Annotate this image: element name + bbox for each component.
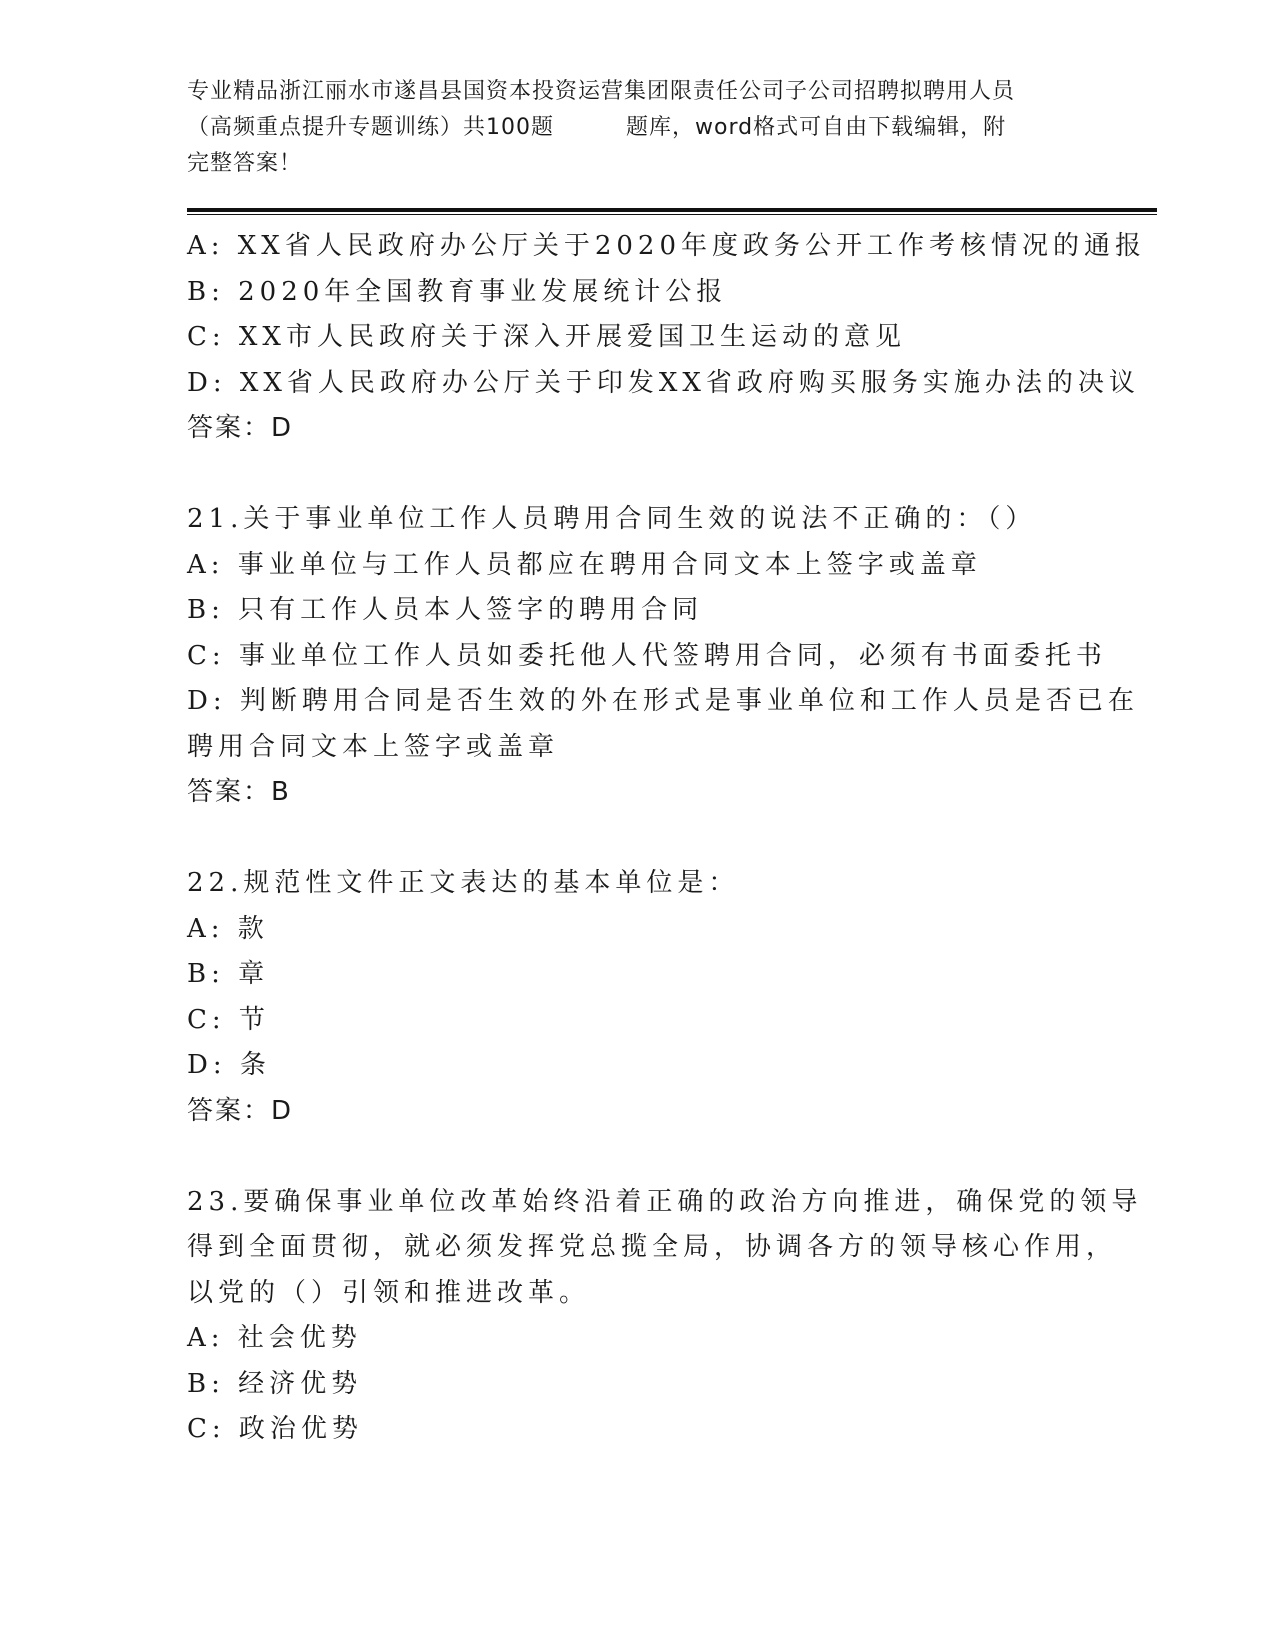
question-20 — [187, 224, 1146, 452]
option-a: A: 社会优势 — [187, 1323, 362, 1353]
question-stem: 21.关于事业单位工作人员聘用合同生效的说法不正确的：（） — [187, 504, 1037, 534]
header-divider-thick — [187, 208, 1157, 212]
question-stem-line-2: 得到全面贯彻，就必须发挥党总揽全局，协调各方的领导核心作用， — [187, 1232, 1118, 1262]
option-d: D: XX省人民政府办公厅关于印发XX省政府购买服务实施办法的决议 — [187, 367, 1140, 398]
answer-line: 答案：D — [187, 413, 294, 443]
question-stem-line-1: 23.要确保事业单位改革始终沿着正确的政治方向推进，确保党的领导 — [187, 1186, 1143, 1217]
option-a: A: 款 — [187, 913, 269, 944]
option-a: A: XX省人民政府办公厅关于2020年度政务公开工作考核情况的通报 — [187, 231, 1146, 261]
option-c: C: 政治优势 — [187, 1414, 363, 1444]
question-stem-line-3: 以党的（）引领和推进改革。 — [187, 1277, 591, 1308]
question-23 — [187, 1180, 1143, 1453]
answer-line: 答案：B — [187, 777, 291, 807]
header-line-1: 专业精品浙江丽水市遂昌县国资本投资运营集团限责任公司子公司招聘拟聘用人员 — [187, 79, 1016, 104]
option-b: B: 章 — [187, 959, 270, 989]
option-d: D: 条 — [187, 1050, 271, 1080]
option-b: B: 2020年全国教育事业发展统计公报 — [187, 276, 728, 307]
header-line-3: 完整答案！ — [187, 151, 303, 176]
header-divider-thin — [187, 214, 1157, 215]
option-a: A: 事业单位与工作人员都应在聘用合同文本上签字或盖章 — [187, 549, 982, 580]
answer-line: 答案：D — [187, 1095, 294, 1126]
option-d-continuation: 聘用合同文本上签字或盖章 — [187, 731, 560, 762]
question-21 — [187, 497, 1139, 816]
header-line-2 — [187, 110, 1087, 146]
option-b: B: 经济优势 — [187, 1368, 363, 1399]
question-list — [187, 224, 1146, 1453]
question-22 — [187, 861, 1087, 1134]
option-c: C: 节 — [187, 1004, 270, 1035]
question-stem: 22.规范性文件正文表达的基本单位是： — [187, 868, 740, 898]
option-d: D: 判断聘用合同是否生效的外在形式是事业单位和工作人员是否已在 — [187, 686, 1139, 716]
document-header — [187, 74, 1087, 182]
option-b: B: 只有工作人员本人签字的聘用合同 — [187, 595, 704, 625]
header-line-2-part-b: 题库，word格式可自由下载编辑，附 — [626, 115, 1007, 140]
option-c: C: 事业单位工作人员如委托他人代签聘用合同，必须有书面委托书 — [187, 640, 1107, 671]
header-line-2-part-a: （高频重点提升专题训练）共100题 — [187, 115, 554, 140]
option-c: C: XX市人民政府关于深入开展爱国卫生运动的意见 — [187, 322, 906, 352]
